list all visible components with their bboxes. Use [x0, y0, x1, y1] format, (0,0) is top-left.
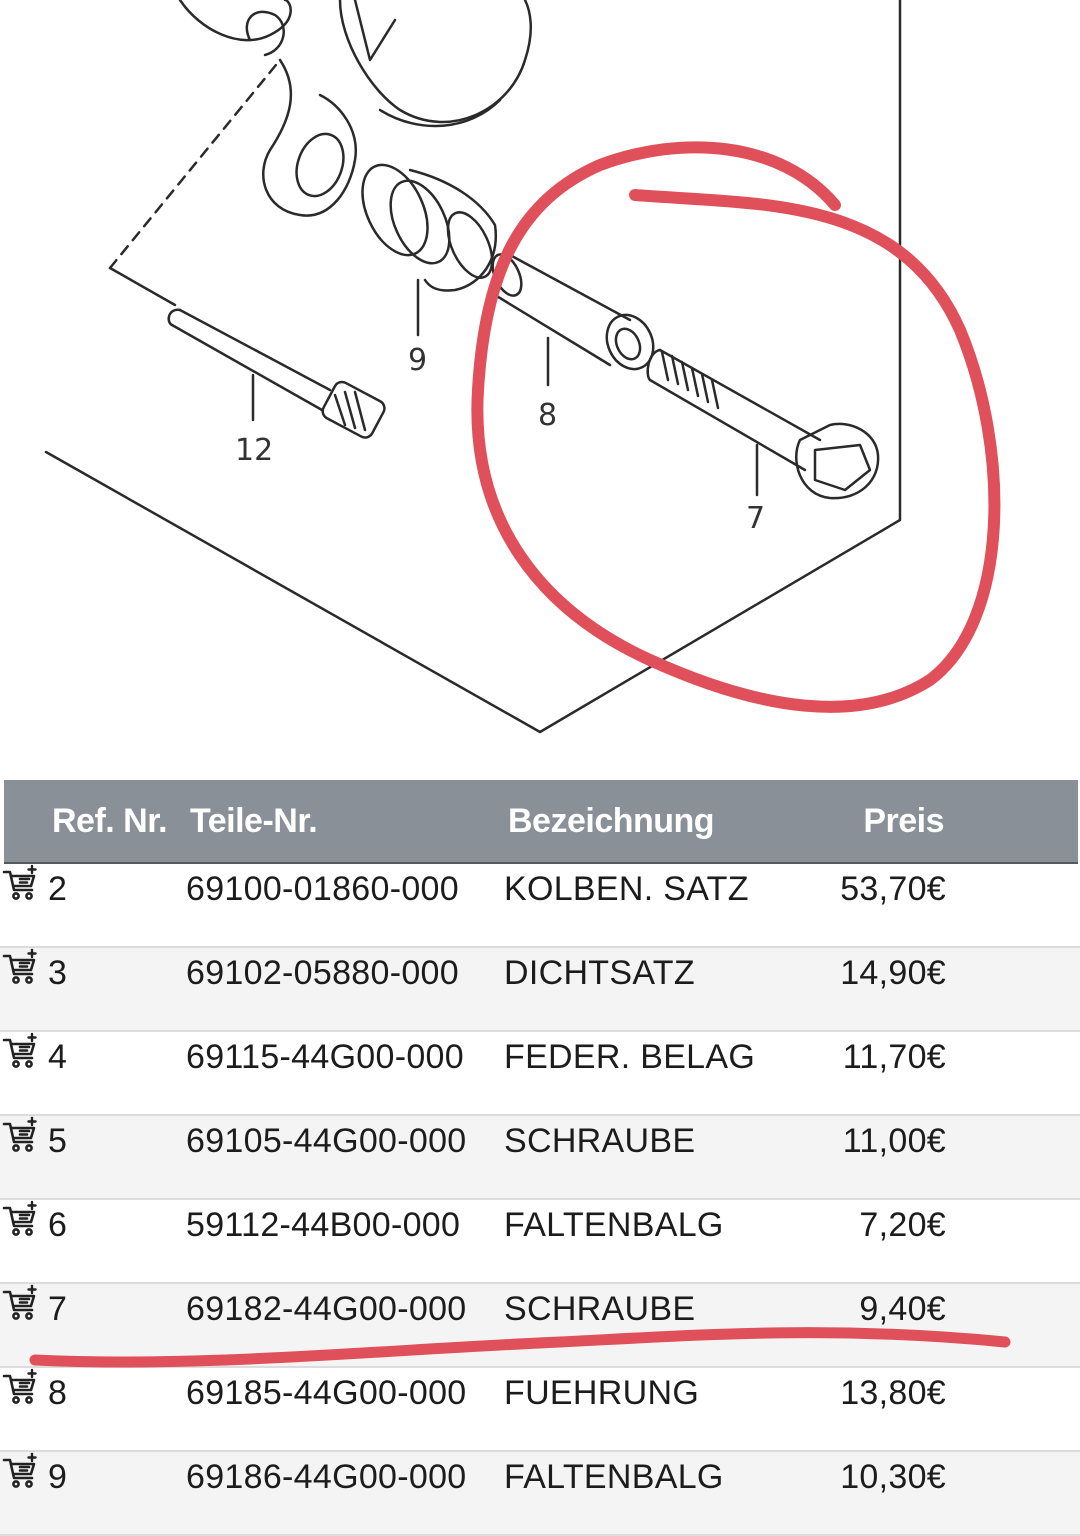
part-description: FUEHRUNG — [504, 1374, 700, 1412]
ref-number: 9 — [48, 1458, 68, 1496]
diagram-frame — [46, 0, 900, 732]
cart-add-icon — [0, 1452, 40, 1492]
cart-add-icon — [0, 1368, 40, 1408]
part-price: 10,30€ — [840, 1458, 946, 1496]
column-header-part-number[interactable]: Teile-Nr. — [190, 802, 318, 840]
part-description: KOLBEN. SATZ — [504, 870, 749, 908]
ref-number: 3 — [48, 954, 68, 992]
add-to-cart-button[interactable] — [0, 1116, 40, 1156]
column-header-price[interactable]: Preis — [863, 802, 944, 840]
part-price: 9,40€ — [859, 1290, 946, 1328]
table-row[interactable] — [0, 948, 1080, 1032]
cart-add-icon — [0, 948, 40, 988]
add-to-cart-button[interactable] — [0, 1284, 40, 1324]
ref-number: 6 — [48, 1206, 68, 1244]
part-price: 11,70€ — [842, 1038, 946, 1076]
ref-number: 8 — [48, 1374, 68, 1412]
add-to-cart-button[interactable] — [0, 1368, 40, 1408]
add-to-cart-button[interactable] — [0, 948, 40, 988]
part-number: 69100-01860-000 — [186, 870, 459, 908]
part-description: FEDER. BELAG — [504, 1038, 756, 1076]
part-number: 59112-44B00-000 — [186, 1206, 461, 1244]
column-header-description[interactable]: Bezeichnung — [508, 802, 715, 840]
part-price: 7,20€ — [859, 1206, 946, 1244]
part-number: 69115-44G00-000 — [186, 1038, 464, 1076]
part-number: 69185-44G00-000 — [186, 1374, 467, 1412]
part-price: 11,00€ — [842, 1122, 946, 1160]
column-header-ref[interactable]: Ref. Nr. — [52, 802, 168, 840]
cart-add-icon — [0, 1032, 40, 1072]
cart-add-icon — [0, 864, 40, 904]
ref-label-12: 12 — [235, 433, 274, 468]
part-price: 13,80€ — [840, 1374, 946, 1412]
table-header — [4, 780, 1078, 864]
cart-add-icon — [0, 1200, 40, 1240]
parts-table — [0, 780, 1080, 1536]
table-row[interactable] — [0, 1032, 1080, 1116]
table-row[interactable] — [0, 1452, 1080, 1536]
ref-number: 7 — [48, 1290, 68, 1328]
ref-label-8: 8 — [538, 398, 558, 433]
table-row[interactable] — [0, 1368, 1080, 1452]
part-number: 69102-05880-000 — [186, 954, 459, 992]
ref-number: 4 — [48, 1038, 68, 1076]
part-number: 69182-44G00-000 — [186, 1290, 467, 1328]
table-row[interactable] — [0, 1116, 1080, 1200]
part-price: 53,70€ — [840, 870, 946, 908]
cart-add-icon — [0, 1284, 40, 1324]
part-number: 69186-44G00-000 — [186, 1458, 467, 1496]
ref-number: 5 — [48, 1122, 68, 1160]
part-description: FALTENBALG — [504, 1206, 724, 1244]
ref-number: 2 — [48, 870, 68, 908]
add-to-cart-button[interactable] — [0, 1452, 40, 1492]
ref-label-7: 7 — [746, 501, 766, 536]
part-number: 69105-44G00-000 — [186, 1122, 467, 1160]
part-description: FALTENBALG — [504, 1458, 724, 1496]
ref-label-9: 9 — [408, 343, 428, 378]
part-description: DICHTSATZ — [504, 954, 695, 992]
table-row[interactable] — [0, 1200, 1080, 1284]
table-row-highlighted[interactable] — [0, 1284, 1080, 1368]
add-to-cart-button[interactable] — [0, 864, 40, 904]
add-to-cart-button[interactable] — [0, 1200, 40, 1240]
cart-add-icon — [0, 1116, 40, 1156]
part-description: SCHRAUBE — [504, 1290, 696, 1328]
add-to-cart-button[interactable] — [0, 1032, 40, 1072]
part-description: SCHRAUBE — [504, 1122, 696, 1160]
table-row[interactable] — [0, 864, 1080, 948]
part-price: 14,90€ — [840, 954, 946, 992]
